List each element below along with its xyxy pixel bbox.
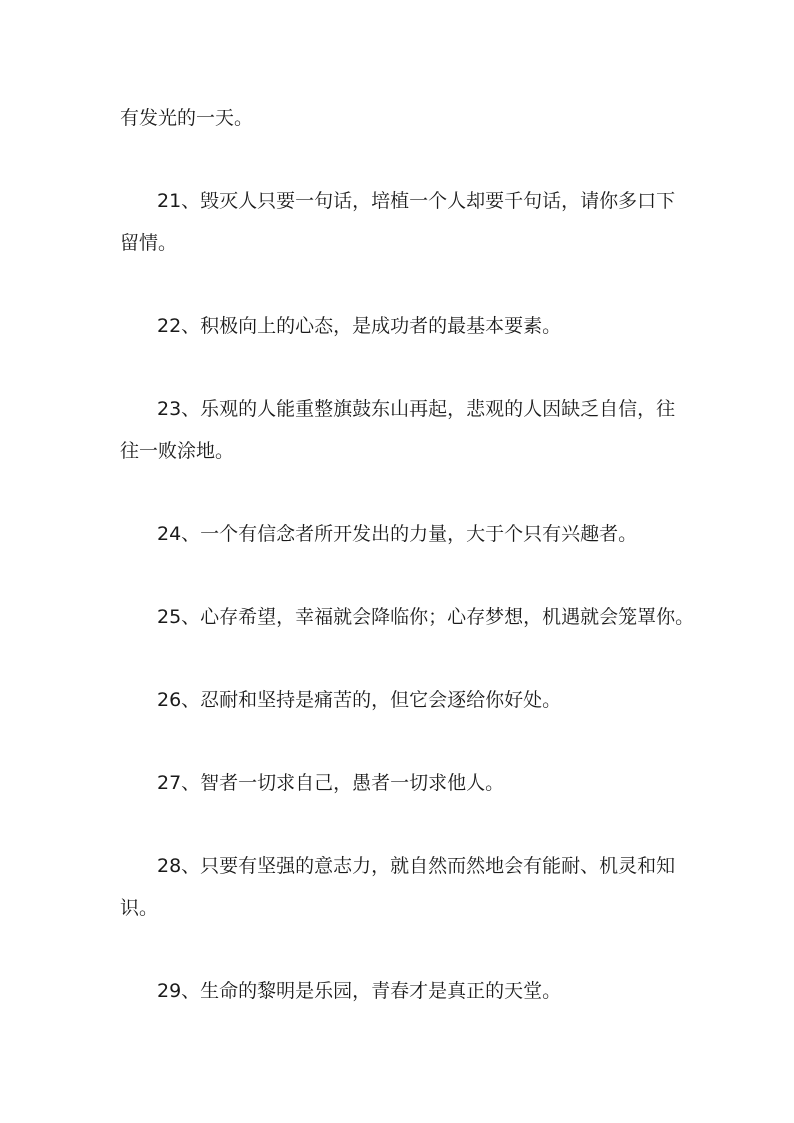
quote-29: 29、生命的黎明是乐园，青春才是真正的天堂。: [157, 980, 562, 1002]
quote-28-line-1: 28、只要有坚强的意志力，就自然而然地会有能耐、机灵和知: [157, 855, 676, 877]
quote-21-line-1: 21、毁灭人只要一句话，培植一个人却要千句话，请你多口下: [157, 190, 676, 212]
quote-23-line-1: 23、乐观的人能重整旗鼓东山再起，悲观的人因缺乏自信，往: [157, 398, 676, 420]
quote-28-line-2: 识。: [120, 897, 159, 919]
quote-21-line-2: 留情。: [120, 232, 178, 254]
quote-22: 22、积极向上的心态，是成功者的最基本要素。: [157, 315, 562, 337]
quote-23-line-2: 往一败涂地。: [120, 440, 235, 462]
quote-26: 26、忍耐和坚持是痛苦的，但它会逐给你好处。: [157, 689, 562, 711]
quote-24: 24、一个有信念者所开发出的力量，大于个只有兴趣者。: [157, 523, 638, 545]
quote-27: 27、智者一切求自己，愚者一切求他人。: [157, 772, 505, 794]
quote-25: 25、心存希望，幸福就会降临你；心存梦想，机遇就会笼罩你。: [157, 606, 695, 628]
text-line-continuation-20: 有发光的一天。: [120, 107, 254, 129]
